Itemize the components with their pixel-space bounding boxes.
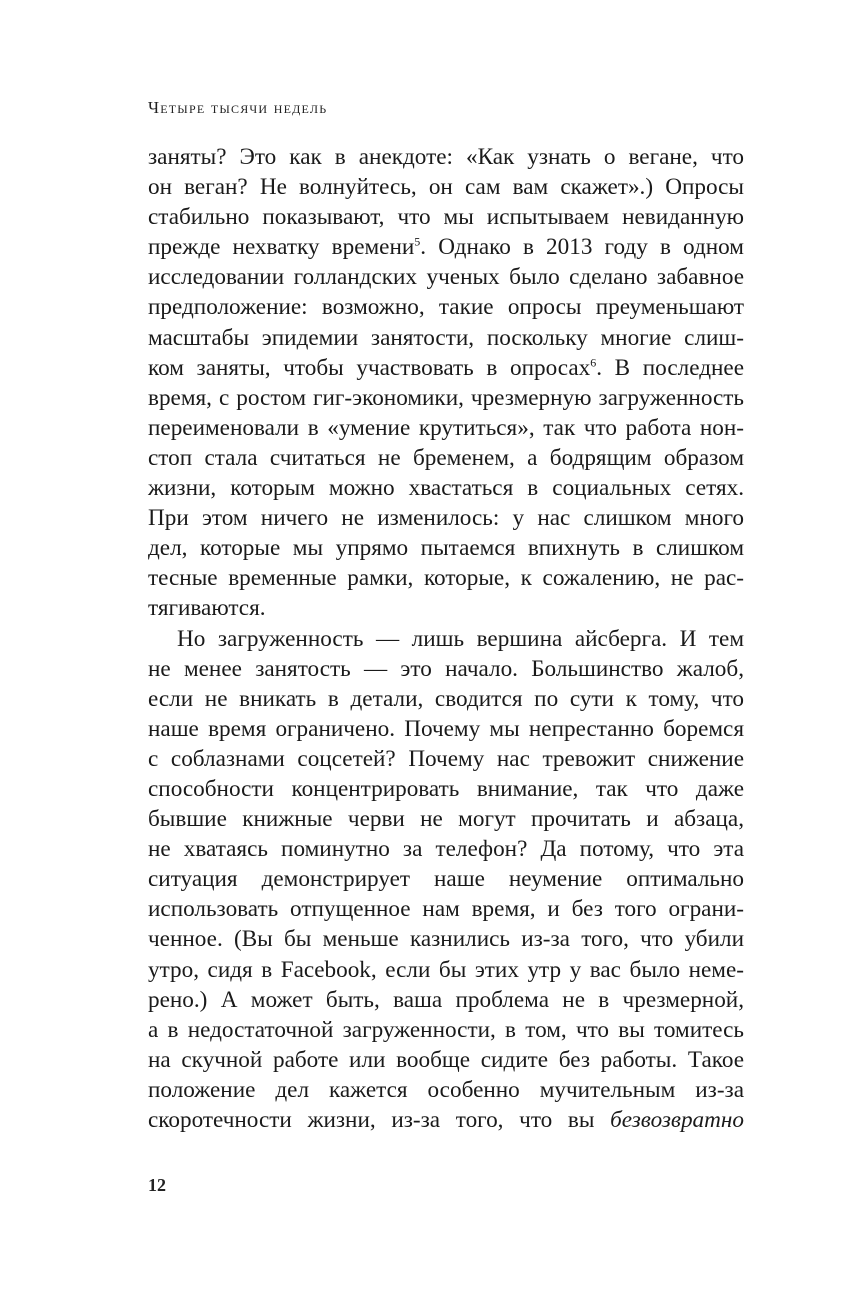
text-line: ченное. (Вы бы меньше казнились из-за того, что убили [148,926,744,953]
body-text [148,142,744,1135]
text-line: жизни, которым можно хвастаться в социальных сетях. [148,475,744,502]
text-line: тягиваются. [148,595,266,622]
footnote-ref: 5 [414,234,421,249]
text-line: ситуация демонстрирует наше неумение оптимально [148,866,744,893]
text-line: использовать отпущенное нам время, и без того ограни- [148,896,744,923]
line-fragment: ком заняты, чтобы участвовать в опросах [148,354,591,381]
text-line [148,1105,744,1135]
text-line: на скучной работе или вообще сидите без работы. Такое [148,1046,744,1073]
page-number: 12 [148,1175,166,1195]
text-line: не менее занятость — это начало. Большинство жалоб, [148,655,744,682]
running-head: Четыре тысячи недель [148,98,328,117]
text-line: не хватаясь поминутно за телефон? Да потому, что эта [148,836,744,863]
text-line: предположение: возможно, такие опросы преуменьшают [148,294,744,321]
text-line: При этом ничего не изменилось: у нас слишком много [148,505,744,532]
text-line: способности концентрировать внимание, так что даже [148,775,744,802]
text-line: дел, которые мы упрямо пытаемся впихнуть в слишком [148,535,744,562]
text-line: исследовании голландских ученых было сделано забавное [148,264,744,291]
text-line: утро, сидя в Facebook, если бы этих утр у вас было неме- [148,956,744,983]
text-line: если не вникать в детали, сводится по сути к тому, что [148,685,744,712]
footnote-ref: 6 [590,354,597,369]
text-line [148,232,744,262]
line-fragment: скоротечности жизни, из-за того, что вы [148,1107,611,1133]
text-line: наше время ограничено. Почему мы непрестанно боремся [148,715,744,742]
text-line: масштабы эпидемии занятости, поскольку многие слиш- [148,324,744,351]
text-line: время, с ростом гиг-экономики, чрезмерную загруженность [148,384,744,411]
text-line: переименовали в «умение крутиться», так что работа нон- [148,414,744,441]
text-line: тесные временные рамки, которые, к сожалению, не рас- [148,565,744,592]
text-line: стабильно показывают, что мы испытываем невиданную [148,204,744,231]
line-fragment: прежде нехватку времени [148,234,415,261]
text-line: стоп стала считаться не бременем, а бодрящим образом [148,444,744,471]
text-line: рено.) А может быть, ваша проблема не в чрезмерной, [148,986,744,1013]
text-line: положение дел кажется особенно мучительным из-за [148,1076,744,1103]
text-line: а в недостаточной загруженности, в том, что вы томитесь [148,1016,744,1043]
text-line: бывшие книжные черви не могут прочитать и абзаца, [148,806,744,833]
text-line: с соблазнами соцсетей? Почему нас тревожит снижение [148,745,744,772]
italic-word: безвозвратно [610,1107,744,1133]
line-fragment: . Однако в 2013 году в одном [420,234,744,261]
text-line [148,353,744,383]
text-line: Но загруженность — лишь вершина айсберга. И тем [177,625,744,652]
text-line: он веган? Не волнуйтесь, он сам вам скажет».) Опросы [148,174,744,201]
text-line: заняты? Это как в анекдоте: «Как узнать о вегане, что [148,144,744,170]
line-fragment: . В последнее [596,354,744,381]
